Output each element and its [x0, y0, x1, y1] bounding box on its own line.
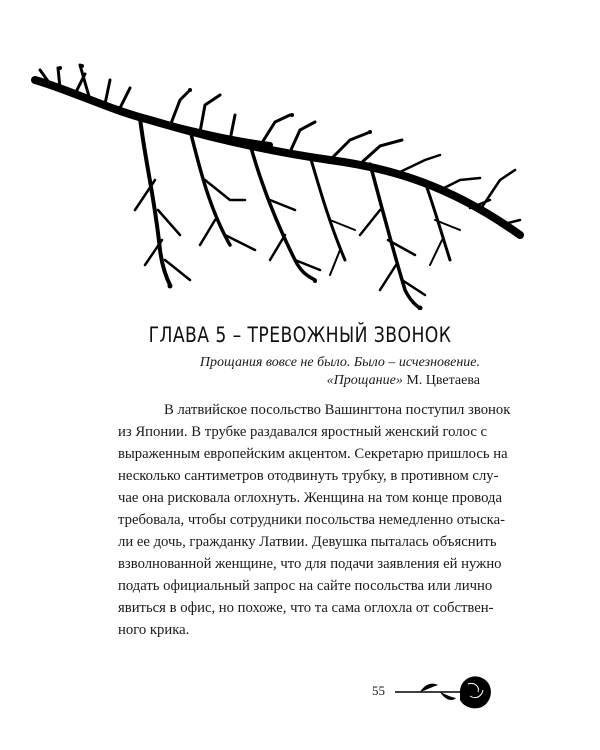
chapter-title: ГЛАВА 5 – ТРЕВОЖНЫЙ ЗВОНОК: [148, 323, 452, 347]
epigraph: [200, 354, 480, 390]
body-line: из Японии. В трубке раздавался яростный женский голос с: [118, 424, 488, 440]
page-number: 55: [372, 683, 385, 698]
epigraph-source: [200, 372, 480, 390]
body-line: подать официальный запрос на сайте посольства или лично: [118, 578, 493, 594]
body-line: ного крика.: [118, 622, 190, 638]
epigraph-source-author: М. Цветаева: [406, 373, 480, 388]
body-line: требовала, чтобы сотрудники посольства немедленно отыска-: [118, 512, 505, 528]
rose-icon: [390, 670, 500, 715]
epigraph-source-title: «Прощание»: [326, 373, 403, 388]
body-line: несколько сантиметров отодвинуть трубку, в противном слу-: [118, 468, 499, 484]
tree-branch-illustration: [30, 60, 530, 310]
body-paragraph: [118, 399, 511, 641]
body-line: явиться в офис, но похоже, что та сама оглохла от собствен-: [118, 600, 494, 616]
body-line: взволнованной женщине, что для подачи заявления ей нужно: [118, 556, 502, 572]
body-line: выраженным европейским акцентом. Секретарю пришлось на: [118, 446, 508, 462]
body-line: ли ее дочь, гражданку Латвии. Девушка пыталась объяснить: [118, 534, 497, 550]
body-line: В латвийское посольство Вашингтона поступил звонок: [164, 402, 511, 418]
body-line: чае она рисковала оглохнуть. Женщина на том конце провода: [118, 490, 503, 506]
epigraph-quote: Прощания вовсе не было. Было – исчезновение.: [199, 355, 480, 370]
